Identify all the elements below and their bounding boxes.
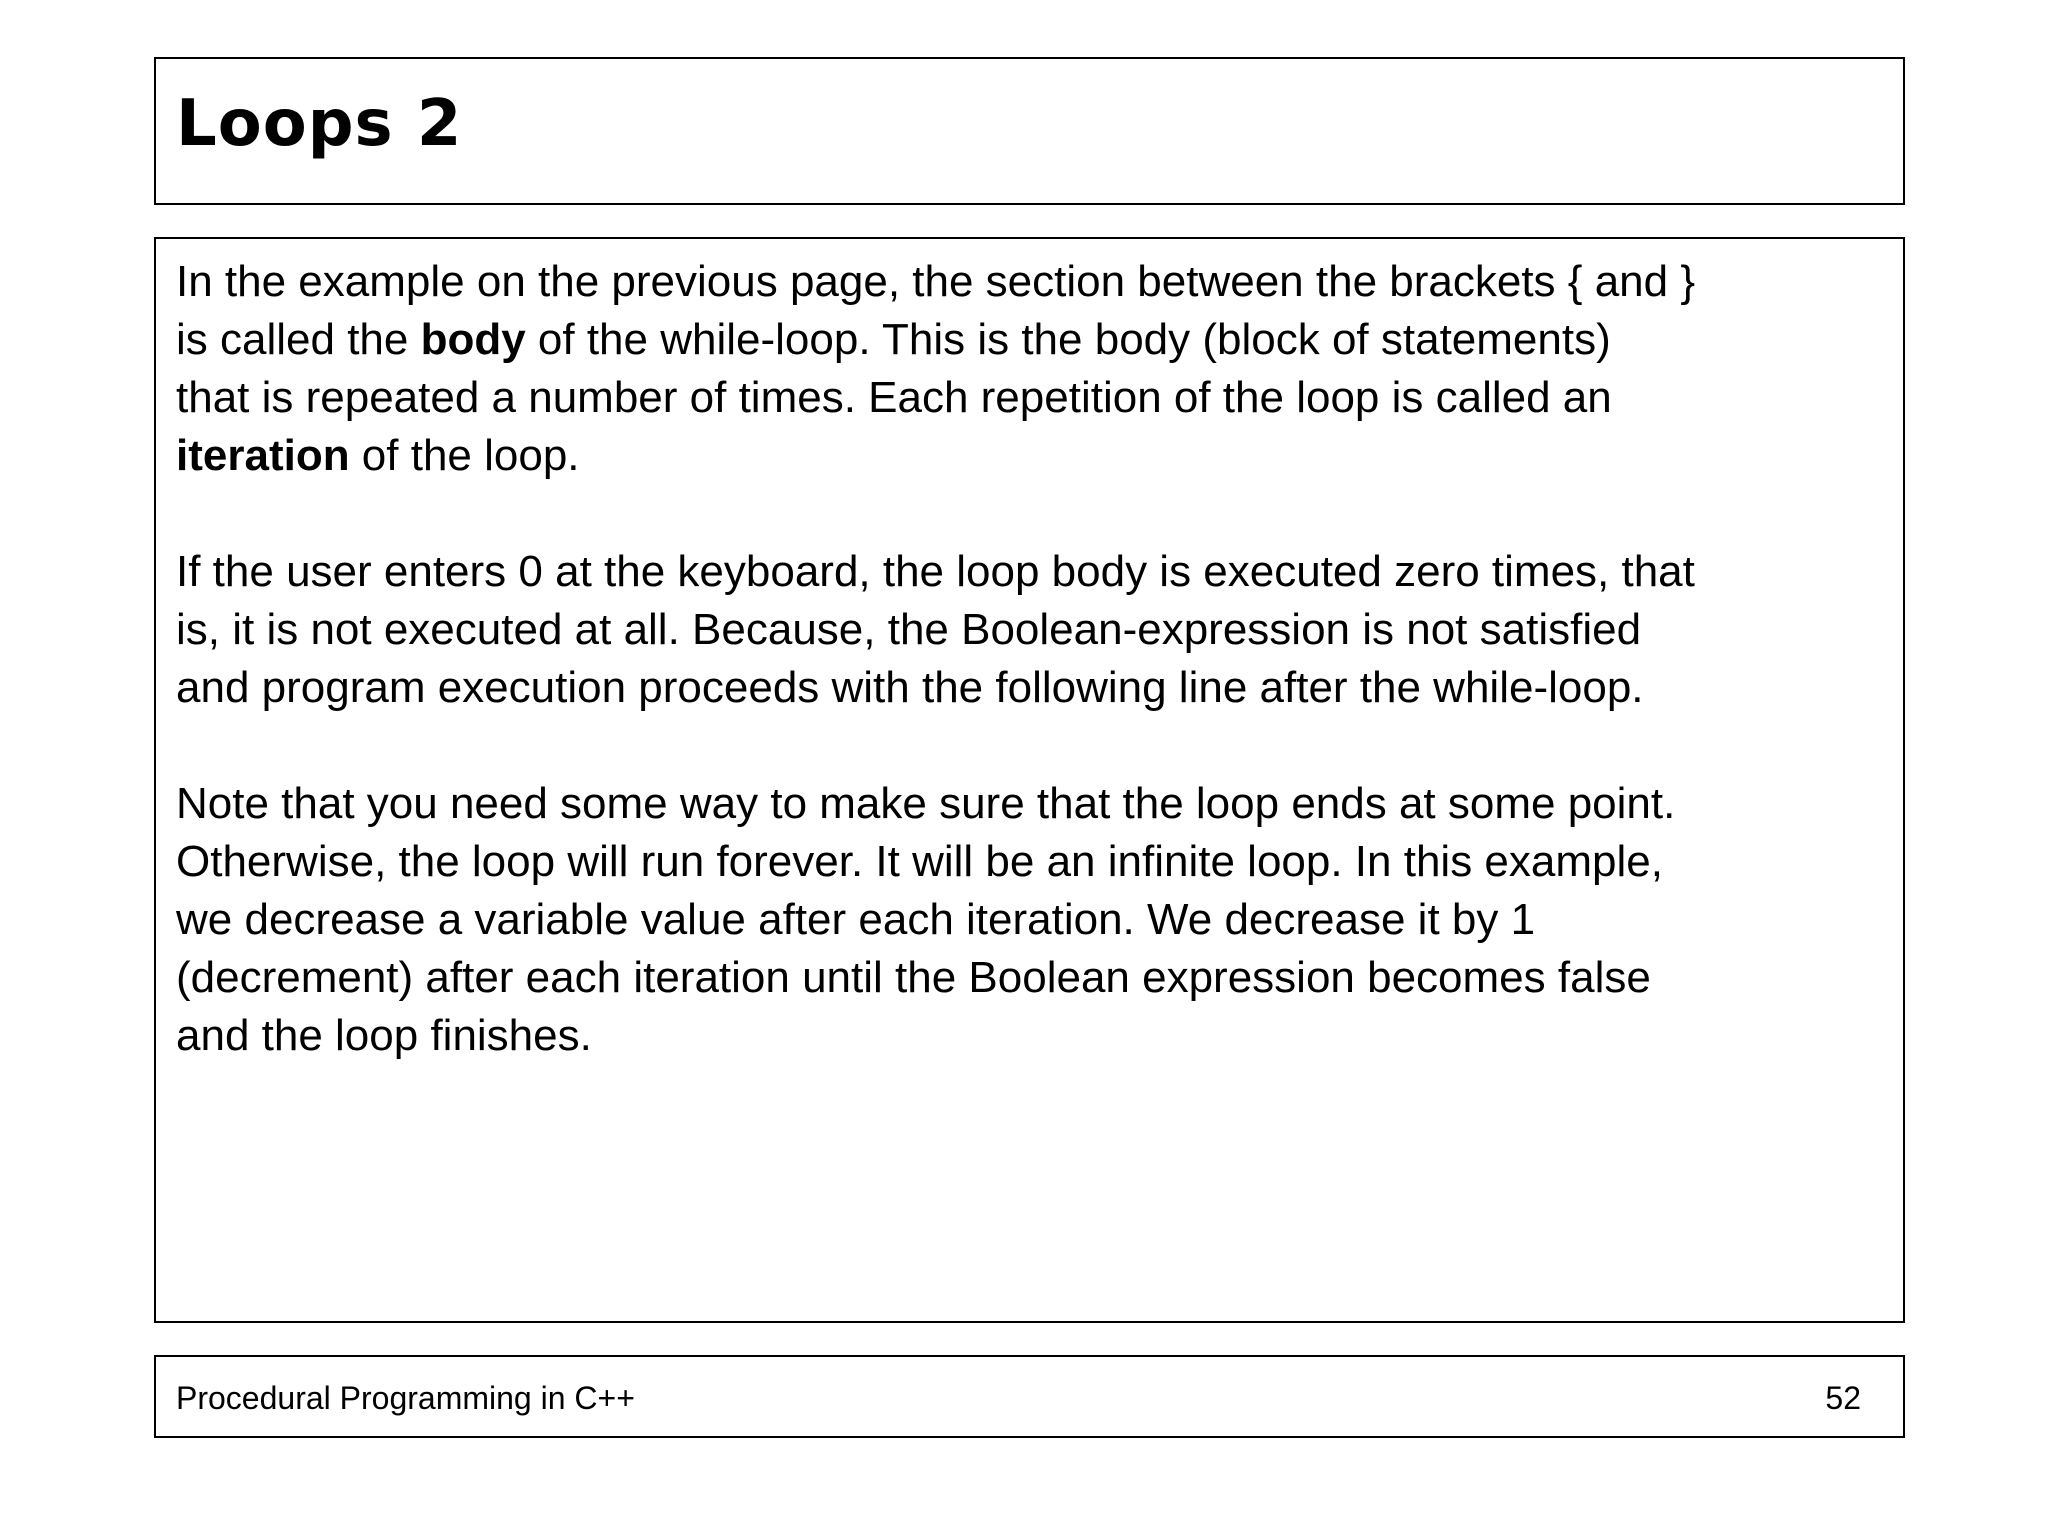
- text-line: (decrement) after each iteration until the Boolean expression becomes false: [176, 953, 1651, 1002]
- text-line: [176, 311, 1883, 369]
- page-number: 52: [1825, 1380, 1861, 1416]
- text-run: of the while-loop. This is the body (block of statements): [525, 315, 1611, 364]
- title-box: [154, 57, 1905, 205]
- term-body: body: [420, 315, 526, 364]
- text-line: is, it is not executed at all. Because, the Boolean-expression is not satisfied: [176, 605, 1642, 654]
- text-run: is called the: [176, 315, 421, 364]
- footer-course-title: Procedural Programming in C++: [176, 1380, 635, 1416]
- text-line: [176, 427, 1883, 485]
- text-line: If the user enters 0 at the keyboard, the loop body is executed zero times, that: [176, 547, 1695, 596]
- text-line: and program execution proceeds with the following line after the while-loop.: [176, 663, 1644, 712]
- text-line: Otherwise, the loop will run forever. It will be an infinite loop. In this example,: [176, 837, 1663, 886]
- text-line: In the example on the previous page, the section between the brackets { and }: [176, 257, 1696, 306]
- slide-title: Loops 2: [176, 87, 463, 161]
- paragraph-loop-termination: [176, 775, 1883, 1065]
- content-box: [154, 237, 1905, 1323]
- text-line: Note that you need some way to make sure that the loop ends at some point.: [176, 779, 1676, 828]
- text-line: we decrease a variable value after each iteration. We decrease it by 1: [176, 895, 1536, 944]
- paragraph-zero-iterations: [176, 543, 1883, 717]
- text-run: of the loop.: [349, 431, 580, 480]
- text-line: that is repeated a number of times. Each repetition of the loop is called an: [176, 373, 1612, 422]
- paragraph-body-definition: [176, 253, 1883, 485]
- footer-box: [154, 1355, 1905, 1438]
- slide-body: [176, 253, 1883, 1123]
- term-iteration: iteration: [176, 431, 350, 480]
- text-line: and the loop finishes.: [176, 1011, 592, 1060]
